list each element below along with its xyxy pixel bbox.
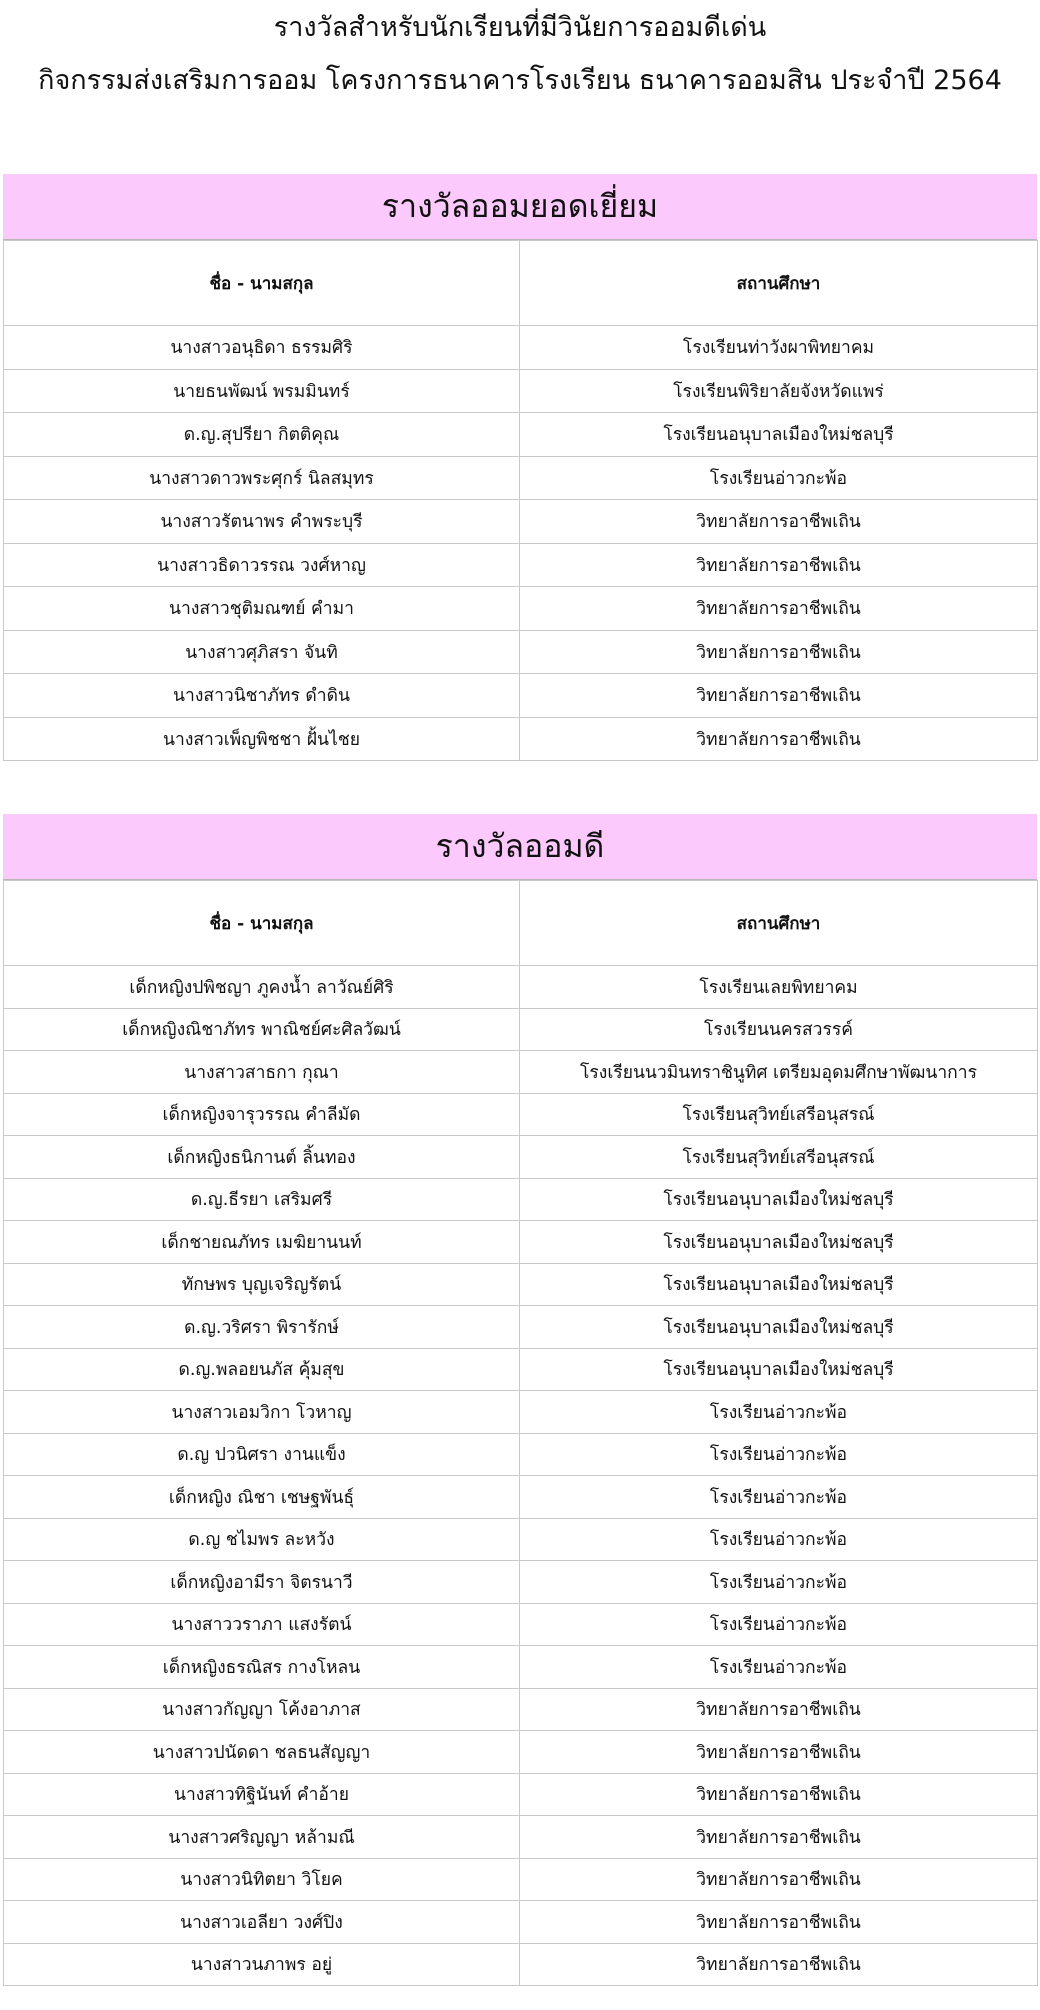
table-row <box>4 1178 1038 1221</box>
student-name-cell: นางสาวศริญญา หล้ามณี <box>4 1816 520 1859</box>
school-cell: วิทยาลัยการอาชีพเถิน <box>520 543 1038 587</box>
school-cell: โรงเรียนอ่าวกะพ้อ <box>520 1603 1038 1646</box>
table-row <box>4 1136 1038 1179</box>
school-cell: วิทยาลัยการอาชีพเถิน <box>520 500 1038 544</box>
table-row <box>4 1008 1038 1051</box>
column-header-school: สถานศึกษา <box>520 881 1038 966</box>
table-row <box>4 1773 1038 1816</box>
student-name-cell: นางสาวธิดาวรรณ วงศ์หาญ <box>4 543 520 587</box>
table-row <box>4 966 1038 1009</box>
table-row <box>4 1901 1038 1944</box>
school-cell: โรงเรียนท่าวังผาพิทยาคม <box>520 326 1038 370</box>
table-row <box>4 326 1038 370</box>
school-cell: โรงเรียนอนุบาลเมืองใหม่ชลบุรี <box>520 413 1038 457</box>
section-title: รางวัลออมดี <box>3 814 1037 880</box>
table-row <box>4 1348 1038 1391</box>
school-cell: โรงเรียนอ่าวกะพ้อ <box>520 1433 1038 1476</box>
student-name-cell: นางสาวชุติมณฑย์ คำมา <box>4 587 520 631</box>
table-row <box>4 1093 1038 1136</box>
school-cell: โรงเรียนอ่าวกะพ้อ <box>520 1561 1038 1604</box>
award-section-excellent <box>3 174 1037 761</box>
table-row <box>4 1561 1038 1604</box>
table-row <box>4 587 1038 631</box>
school-cell: วิทยาลัยการอาชีพเถิน <box>520 674 1038 718</box>
school-cell: โรงเรียนนครสวรรค์ <box>520 1008 1038 1051</box>
table-row <box>4 1221 1038 1264</box>
table-row <box>4 1476 1038 1519</box>
student-name-cell: นางสาวปนัดดา ชลธนสัญญา <box>4 1731 520 1774</box>
school-cell: วิทยาลัยการอาชีพเถิน <box>520 1858 1038 1901</box>
student-name-cell: เด็กชายณภัทร เมฆิยานนท์ <box>4 1221 520 1264</box>
table-row <box>4 630 1038 674</box>
table-row <box>4 456 1038 500</box>
student-name-cell: ด.ญ.ธีรยา เสริมศรี <box>4 1178 520 1221</box>
school-cell: วิทยาลัยการอาชีพเถิน <box>520 1901 1038 1944</box>
table-row <box>4 674 1038 718</box>
table-row <box>4 717 1038 761</box>
table-row <box>4 543 1038 587</box>
school-cell: โรงเรียนอ่าวกะพ้อ <box>520 1476 1038 1519</box>
student-name-cell: นางสาวกัญญา โค้งอาภาส <box>4 1688 520 1731</box>
table-row <box>4 1816 1038 1859</box>
section-title: รางวัลออมยอดเยี่ยม <box>3 174 1037 240</box>
student-name-cell: ด.ญ.วริศรา พิรารักษ์ <box>4 1306 520 1349</box>
student-name-cell: เด็กหญิงอามีรา จิตรนาวี <box>4 1561 520 1604</box>
student-name-cell: นางสาววราภา แสงรัตน์ <box>4 1603 520 1646</box>
student-name-cell: นางสาวนิชาภัทร ดำดิน <box>4 674 520 718</box>
student-name-cell: เด็กหญิงจารุวรรณ คำลีมัด <box>4 1093 520 1136</box>
table-header-row <box>4 241 1038 326</box>
student-name-cell: นางสาวเอลียา วงศ์ปิง <box>4 1901 520 1944</box>
student-name-cell: นางสาวเพ็ญพิชชา ฝั้นไชย <box>4 717 520 761</box>
student-name-cell: ด.ญ.พลอยนภัส คุ้มสุข <box>4 1348 520 1391</box>
student-name-cell: นางสาวทิฐินันท์ คำอ้าย <box>4 1773 520 1816</box>
student-name-cell: ด.ญ ปวนิศรา งานแข็ง <box>4 1433 520 1476</box>
table-row <box>4 413 1038 457</box>
page-title: รางวัลสำหรับนักเรียนที่มีวินัยการออมดีเด่น <box>273 12 767 43</box>
table-row <box>4 1646 1038 1689</box>
school-cell: โรงเรียนอ่าวกะพ้อ <box>520 1646 1038 1689</box>
school-cell: วิทยาลัยการอาชีพเถิน <box>520 1688 1038 1731</box>
student-name-cell: นางสาวดาวพระศุกร์ นิลสมุทร <box>4 456 520 500</box>
table-row <box>4 1603 1038 1646</box>
school-cell: โรงเรียนเลยพิทยาคม <box>520 966 1038 1009</box>
student-name-cell: ด.ญ ชไมพร ละหวัง <box>4 1518 520 1561</box>
school-cell: โรงเรียนอนุบาลเมืองใหม่ชลบุรี <box>520 1306 1038 1349</box>
school-cell: โรงเรียนอ่าวกะพ้อ <box>520 456 1038 500</box>
school-cell: โรงเรียนอนุบาลเมืองใหม่ชลบุรี <box>520 1263 1038 1306</box>
table-row <box>4 1731 1038 1774</box>
school-cell: วิทยาลัยการอาชีพเถิน <box>520 1773 1038 1816</box>
table-row <box>4 500 1038 544</box>
student-name-cell: นางสาวสาธกา กุณา <box>4 1051 520 1094</box>
school-cell: โรงเรียนอ่าวกะพ้อ <box>520 1391 1038 1434</box>
school-cell: วิทยาลัยการอาชีพเถิน <box>520 630 1038 674</box>
student-name-cell: นางสาวเอมวิกา โวหาญ <box>4 1391 520 1434</box>
column-header-name: ชื่อ - นามสกุล <box>4 241 520 326</box>
student-name-cell: เด็กหญิงธนิกานต์ ลิ้นทอง <box>4 1136 520 1179</box>
table-row <box>4 1433 1038 1476</box>
school-cell: วิทยาลัยการอาชีพเถิน <box>520 1816 1038 1859</box>
table-row <box>4 1518 1038 1561</box>
school-cell: วิทยาลัยการอาชีพเถิน <box>520 1731 1038 1774</box>
award-table <box>3 880 1038 1986</box>
school-cell: โรงเรียนนวมินทราชินูทิศ เตรียมอุดมศึกษาพัฒนาการ <box>520 1051 1038 1094</box>
column-header-name: ชื่อ - นามสกุล <box>4 881 520 966</box>
school-cell: โรงเรียนพิริยาลัยจังหวัดแพร่ <box>520 369 1038 413</box>
student-name-cell: นางสาวรัตนาพร คำพระบุรี <box>4 500 520 544</box>
student-name-cell: เด็กหญิงธรณิสร กางโหลน <box>4 1646 520 1689</box>
table-row <box>4 369 1038 413</box>
student-name-cell: นายธนพัฒน์ พรมมินทร์ <box>4 369 520 413</box>
school-cell: โรงเรียนสุวิทย์เสรีอนุสรณ์ <box>520 1136 1038 1179</box>
student-name-cell: เด็กหญิงปพิชญา ภูคงน้ำ ลาวัณย์ศิริ <box>4 966 520 1009</box>
school-cell: โรงเรียนอ่าวกะพ้อ <box>520 1518 1038 1561</box>
student-name-cell: ด.ญ.สุปรียา กิตติคุณ <box>4 413 520 457</box>
school-cell: โรงเรียนอนุบาลเมืองใหม่ชลบุรี <box>520 1178 1038 1221</box>
school-cell: วิทยาลัยการอาชีพเถิน <box>520 1943 1038 1986</box>
table-header-row <box>4 881 1038 966</box>
award-section-good <box>3 814 1037 1986</box>
student-name-cell: นางสาวอนุธิดา ธรรมศิริ <box>4 326 520 370</box>
student-name-cell: ทักษพร บุญเจริญรัตน์ <box>4 1263 520 1306</box>
page-subtitle: กิจกรรมส่งเสริมการออม โครงการธนาคารโรงเรียน ธนาคารออมสิน ประจำปี 2564 <box>38 65 1002 96</box>
student-name-cell: นางสาวนิทิตยา วิโยค <box>4 1858 520 1901</box>
school-cell: วิทยาลัยการอาชีพเถิน <box>520 587 1038 631</box>
table-row <box>4 1306 1038 1349</box>
award-table <box>3 240 1038 761</box>
table-row <box>4 1051 1038 1094</box>
column-header-school: สถานศึกษา <box>520 241 1038 326</box>
table-row <box>4 1263 1038 1306</box>
student-name-cell: นางสาวนภาพร อยู่ <box>4 1943 520 1986</box>
student-name-cell: เด็กหญิง ณิชา เชษฐพันธุ์ <box>4 1476 520 1519</box>
student-name-cell: นางสาวศุภิสรา จันทิ <box>4 630 520 674</box>
student-name-cell: เด็กหญิงณิชาภัทร พาณิชย์ศะศิลวัฒน์ <box>4 1008 520 1051</box>
school-cell: โรงเรียนอนุบาลเมืองใหม่ชลบุรี <box>520 1221 1038 1264</box>
table-row <box>4 1688 1038 1731</box>
school-cell: โรงเรียนอนุบาลเมืองใหม่ชลบุรี <box>520 1348 1038 1391</box>
table-row <box>4 1391 1038 1434</box>
school-cell: โรงเรียนสุวิทย์เสรีอนุสรณ์ <box>520 1093 1038 1136</box>
table-row <box>4 1943 1038 1986</box>
school-cell: วิทยาลัยการอาชีพเถิน <box>520 717 1038 761</box>
table-row <box>4 1858 1038 1901</box>
